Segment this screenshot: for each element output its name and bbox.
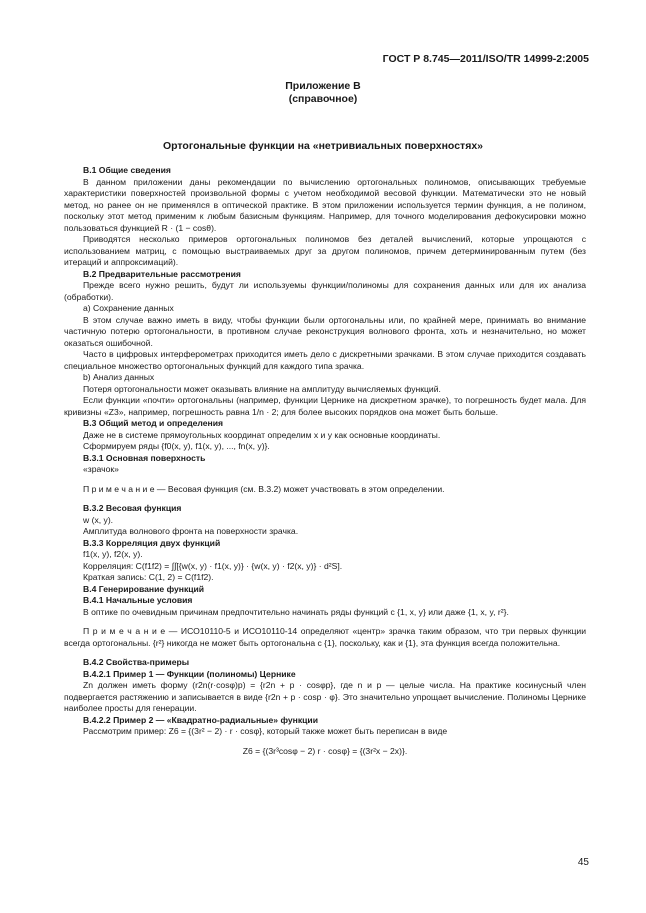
note: П р и м е ч а н и е — ИСО10110-5 и ИСО10110-14 определяют «центр» зрачка таким образом, что три первых функции всегда ортогональны. {r²} никогда не может быть ортогональна с {1}, поскольку, как и {1}, эта функция всегда положительна. — [64, 626, 586, 648]
paragraph: Потеря ортогональности может оказывать влияние на амплитуду вычисляемых функций. — [83, 383, 441, 394]
appendix-heading — [0, 80, 646, 106]
paragraph: Если функции «почти» ортогональны (например, функции Цернике на дискретном зрачке), то погрешность будет мала. Для кривизны «Z3», например, погрешность равна 1/n · 2; для более высоких порядков она может быть больше. — [64, 395, 586, 417]
list-item: b) Анализ данных — [83, 372, 155, 382]
document-body — [64, 165, 586, 757]
appendix-subtitle: (справочное) — [288, 93, 358, 105]
formula: f1(x, y), f2(x, y). — [83, 549, 143, 559]
formula: Z6 = {(3r³cosφ − 2) r · cosφ} = {(3r²x − 2x)}. — [242, 745, 408, 756]
section-heading: В.1 Общие сведения — [83, 165, 171, 175]
appendix-title: Приложение В — [285, 80, 361, 92]
section-heading: В.2 Предварительные рассмотрения — [83, 268, 241, 279]
paragraph: Zn должен иметь форму (r2n(r·cosφ)p) = {r2n + p · cosφp}, где n и p — целые числа. На практике косинусный член подвергается растяжению и записывается в виде {r2n + p · cosp · φ}. Это значительно упрощает вычисление. Полиномы Цернике наиболее просты для генерации. — [64, 680, 586, 713]
standard-header: ГОСТ Р 8.745—2011/ISO/TR 14999-2:2005 — [382, 53, 589, 65]
paragraph: «зрачок» — [83, 464, 119, 474]
paragraph: Часто в цифровых интерферометрах приходится иметь дело с дискретными зрачками. В этом случае приходится создавать специальное множество ортогональных функций для каждого типа зрачка. — [64, 349, 586, 371]
formula: w (x, y). — [83, 514, 114, 525]
note: П р и м е ч а н и е — Весовая функция (см. В.3.2) может участвовать в этом определении. — [83, 483, 445, 494]
paragraph: Прежде всего нужно решить, будут ли используемы функции/полиномы для сохранения данных или для их анализа (обработки). — [64, 280, 586, 302]
paragraph: В оптике по очевидным причинам предпочтительно начинать ряды функций с {1, x, y} или даже {1, x, y, r²}. — [83, 606, 509, 617]
paragraph: Даже не в системе прямоугольных координат определим x и y как основные координаты. — [83, 429, 441, 440]
formula: Корреляция: C(f1f2) = ∫∫[{w(x, y) · f1(x, y)} · {w(x, y) · f2(x, y)} · d²S]. — [83, 560, 343, 571]
section-heading: В.3.3 Корреляция двух функций — [83, 537, 221, 548]
list-item: а) Сохранение данных — [83, 303, 174, 313]
page-number: 45 — [577, 857, 589, 868]
section-heading: В.4.2.1 Пример 1 — Функции (полиномы) Цернике — [83, 668, 296, 679]
section-heading: В.3.2 Весовая функция — [83, 503, 182, 513]
document-title: Ортогональные функции на «нетривиальных поверхностях» — [162, 140, 483, 152]
section-heading: В.4.1 Начальные условия — [83, 595, 193, 605]
paragraph: В этом случае важно иметь в виду, чтобы функции были ортогональны или, по крайней мере, принимать во внимание частичную потерю ортогональности, в противном случае реконструкция волнового фронта, хоть и незначительно, но может оказаться ошибочной. — [64, 314, 586, 348]
paragraph: Рассмотрим пример: Z6 = {(3r² − 2) · r · cosφ}, который также может быть переписан в виде — [83, 726, 448, 736]
paragraph: Сформируем ряды {f0(x, y), f1(x, y), ..., fn(x, y)}. — [83, 441, 270, 451]
paragraph: Краткая запись: C(1, 2) = C(f1f2). — [83, 572, 214, 582]
paragraph: Амплитуда волнового фронта на поверхности зрачка. — [83, 526, 299, 536]
section-heading: В.3.1 Основная поверхность — [83, 452, 206, 463]
section-heading: В.3 Общий метод и определения — [83, 418, 224, 428]
paragraph: Приводятся несколько примеров ортогональных полиномов без деталей вычислений, которые упрощаются с использованием матриц, с помощью выстраиваемых друг за другом полиномов, причем детерминированным путем (без итераций и аппроксимаций). — [64, 234, 586, 267]
section-heading: В.4 Генерирование функций — [83, 583, 205, 594]
section-heading: В.4.2.2 Пример 2 — «Квадратно-радиальные» функции — [83, 714, 318, 725]
paragraph: В данном приложении даны рекомендации по вычислению ортогональных полиномов, описывающих требуемые характеристики поверхностей произвольной формы с учетом необходимой весовой функции. Математически это не новый метод, но ранее он не применялся в оптической практике. В этом приложении используется термин функция, а не полином, поскольку этот метод применим к любым базисным функциям. Например, для точного моделирования дефокусировки можно пользоваться функцией R · (1 − cosθ). — [64, 176, 586, 233]
section-heading: В.4.2 Свойства-примеры — [83, 657, 190, 667]
